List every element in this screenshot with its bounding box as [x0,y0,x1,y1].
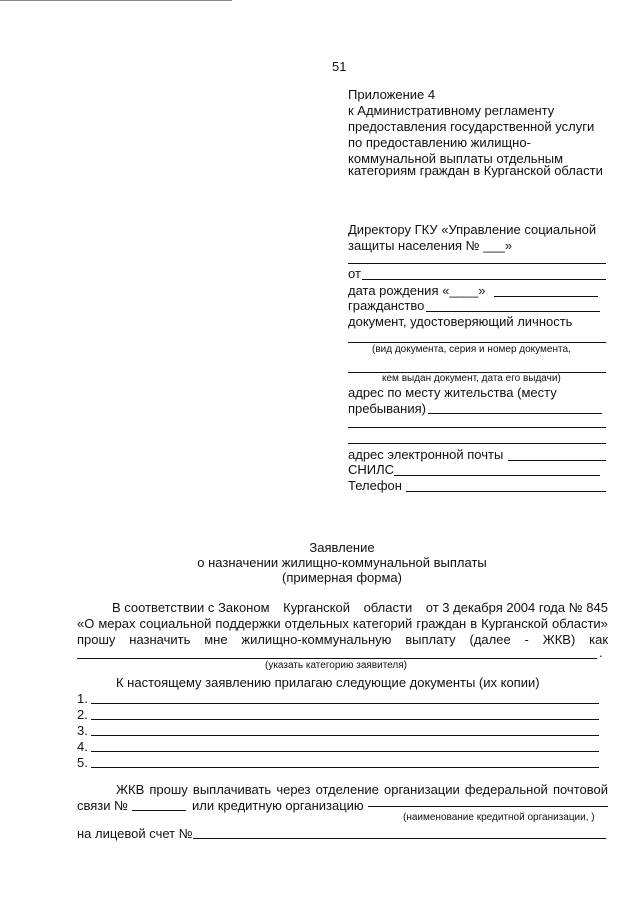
birth-date-label: дата рождения «____» [348,283,486,298]
attachment-number: 2. [77,707,88,722]
word: прошу [77,632,116,647]
word: отделение [315,782,379,797]
word: социальной [139,616,212,631]
from-label: от [348,266,361,281]
attachment-field-line[interactable] [91,719,599,720]
attachment-field-line[interactable] [91,703,599,704]
word: области [363,600,413,615]
word: от 3 декабря 2004 года № 845 [425,600,608,615]
word: федеральной [464,782,548,797]
word: В соответствии с Законом [112,600,270,615]
address-label: адрес по месту жительства (месту [348,385,557,400]
attachment-number: 4. [77,739,88,754]
category-hint: (указать категорию заявителя) [265,660,407,671]
post-office-number-field-line[interactable] [132,810,186,811]
phone-label: Телефон [348,478,402,493]
snils-label: СНИЛС [348,462,395,477]
from-field-line[interactable] [362,279,606,280]
word: «О [77,616,95,631]
word: как [589,632,608,647]
word: мерах [98,616,136,631]
word: Курганской [283,600,350,615]
word: поддержки [215,616,281,631]
paragraph-line [77,632,608,648]
statement-subtitle: о назначении жилищно-коммунальной выплаты [197,555,487,570]
appendix-title: Приложение 4 [348,87,436,102]
word: мне [204,632,228,647]
word: ЖКВ [116,782,145,797]
word: области» [552,616,608,631]
appendix-line: коммунальной выплаты отдельным [348,151,564,166]
word: почтовой [552,782,608,797]
word: жилищно-коммунальную [241,632,392,647]
word: ЖКВ) [542,632,576,647]
appendix-line: по предоставлению жилищно- [348,135,531,150]
word: граждан [416,616,467,631]
line-end-period: . [599,645,603,660]
post-office-label: связи № [77,798,129,813]
top-edge-line [0,0,232,1]
account-label: на лицевой счет № [77,826,193,841]
attachment-number: 3. [77,723,88,738]
identity-document-label: документ, удостоверяющий личность [348,314,573,329]
word: Курганской [481,616,549,631]
appendix-line: категориям граждан в Курганской области [348,163,603,178]
identity-document-field-line[interactable] [348,342,606,343]
word: отдельных [284,616,349,631]
statement-title: Заявление [309,540,375,555]
appendix-line: к Административному регламенту [348,103,555,118]
address-field-line-2[interactable] [348,427,606,428]
paragraph-line [116,782,608,798]
email-field-line[interactable] [508,460,606,461]
document-hint: (вид документа, серия и номер документа, [372,344,571,355]
attachment-number: 5. [77,755,88,770]
word: организации [384,782,460,797]
attachment-field-line[interactable] [91,735,599,736]
appendix-line: предоставления государственной услуги [348,119,595,134]
credit-org-label: или кредитную организацию [192,798,364,813]
attachment-number: 1. [77,691,88,706]
word: выплату [405,632,456,647]
address-field-line-3[interactable] [348,443,606,444]
word: выплачивать [192,782,272,797]
snils-field-line[interactable] [394,475,600,476]
director-line: защиты населения № ___» [348,238,513,253]
address-label-cont: пребывания) [348,401,426,416]
word: прошу [149,782,188,797]
birth-date-field-line[interactable] [494,296,598,297]
word: через [276,782,311,797]
director-line: Директору ГКУ «Управление социальной [348,222,597,237]
issuer-hint: кем выдан документ, дата его выдачи) [382,373,561,384]
word: в [470,616,478,631]
page-number: 51 [332,59,347,74]
credit-org-hint: (наименование кредитной организации, ) [403,812,595,823]
attachments-intro: К настоящему заявлению прилагаю следующие документы (их копии) [116,675,540,690]
form-note: (примерная форма) [282,570,402,585]
category-field-line[interactable] [77,658,597,659]
underline [348,263,606,264]
word: категорий [352,616,413,631]
email-label: адрес электронной почты [348,447,504,462]
attachment-field-line[interactable] [91,767,599,768]
citizenship-field-line[interactable] [426,311,600,312]
word: (далее [469,632,511,647]
paragraph-line [112,600,608,616]
paragraph-line [77,616,608,632]
phone-field-line[interactable] [406,491,606,492]
word: - [524,632,529,647]
word: назначить [129,632,191,647]
address-field-line[interactable] [428,413,602,414]
attachment-field-line[interactable] [91,751,599,752]
credit-org-field-line[interactable] [368,806,608,807]
account-number-field-line[interactable] [193,838,606,839]
citizenship-label: гражданство [348,298,425,313]
